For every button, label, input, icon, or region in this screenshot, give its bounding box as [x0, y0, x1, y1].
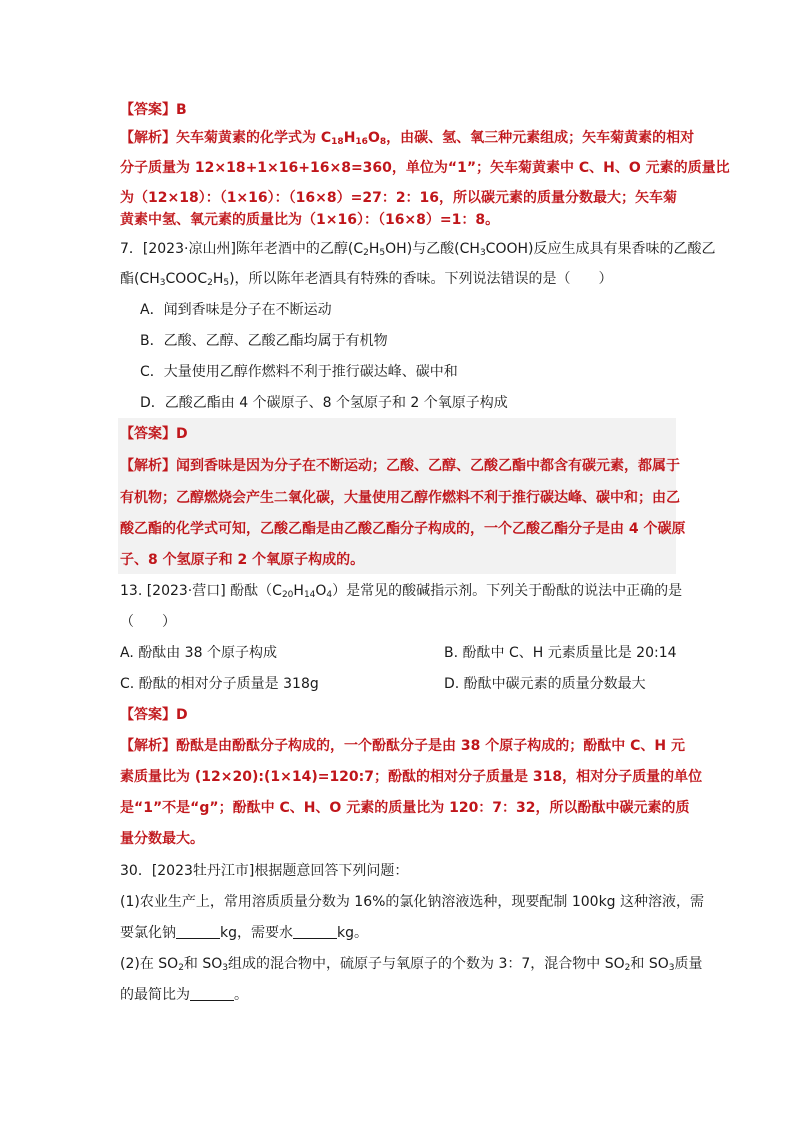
- q13-analysis-line-4: 量分数最大。: [120, 831, 204, 847]
- analysis-line-1-2: 分子质量为 12×18+1×16+16×8=360，单位为“1”；矢车菊黄素中 C、H、O 元素的质量比: [120, 160, 730, 176]
- answer-blank[interactable]: [293, 924, 337, 939]
- q7-option-b: B．乙酸、乙醇、乙酸乙酯均属于有机物: [140, 333, 388, 349]
- analysis-tag: 【解析】: [120, 130, 176, 146]
- analysis-tag: 【解析】: [120, 458, 176, 474]
- q30-part2-line-1: (2)在 $SO_2$和 $SO_3$组成的混合物中，硫原子与氧原子的个数为 3：7，混合物中 $SO_2$和 $SO_3$质量: [120, 956, 703, 973]
- answer-value: B: [176, 102, 187, 118]
- q30-part2-line-2: 的最简比为 。: [120, 987, 248, 1003]
- q13-option-b: B. 酚酞中 C、H 元素质量比是 20:14: [444, 645, 677, 661]
- q13-answer-line: [120, 704, 188, 726]
- q13-analysis-line-3: 是“1”不是“g”；酚酞中 C、H、O 元素的质量比为 120：7：32，所以酚酞中碳元素的质: [120, 800, 690, 816]
- analysis-tag: 【解析】: [120, 738, 176, 754]
- answer-tag: 【答案】: [120, 426, 176, 442]
- q13-option-a: A. 酚酞由 38 个原子构成: [120, 645, 277, 661]
- answer-blank[interactable]: [176, 924, 220, 939]
- answer-tag: 【答案】: [120, 707, 176, 723]
- q7-option-a: A．闻到香味是分子在不断运动: [140, 302, 332, 318]
- q7-answer-line: [120, 423, 188, 445]
- q7-option-c: C．大量使用乙醇作燃料不利于推行碳达峰、碳中和: [140, 364, 458, 380]
- answer-blank[interactable]: [190, 986, 234, 1001]
- q13-option-c: C. 酚酞的相对分子质量是 318g: [120, 676, 319, 692]
- q13-stem-line-1: 13. [2023·营口] 酚酞$(C_{20}H_{14}O_4)$是常见的酸碱指示剂。下列关于酚酞的说法中正确的是: [120, 583, 683, 600]
- q30-title: 30．[2023牡丹江市]根据题意回答下列问题：: [120, 863, 409, 879]
- answer-tag: 【答案】: [120, 102, 176, 118]
- analysis-line-1-1: 【解析】矢车菊黄素的化学式为 $C_{18}H_{16}O_8$，由碳、氢、氧三种元素组成；矢车菊黄素的相对: [120, 130, 695, 147]
- q13-analysis-line-1: 【解析】酚酞是由酚酞分子构成的，一个酚酞分子是由 38 个原子构成的；酚酞中 C、H 元: [120, 738, 685, 754]
- q7-analysis-line-4: 子、8 个氢原子和 2 个氧原子构成的。: [120, 552, 365, 568]
- q13-option-d: D. 酚酞中碳元素的质量分数最大: [444, 676, 646, 692]
- q13-stem-line-2: （ ）: [120, 614, 176, 630]
- answer-line-1: [120, 99, 187, 121]
- answer-value: D: [176, 707, 188, 723]
- q7-stem-line-2: 酯$(CH_3COOC_2H_5)$，所以陈年老酒具有特殊的香味。下列说法错误的是（ ）: [120, 271, 613, 288]
- analysis-line-1-3: 为（12×18）：（1×16）：（16×8）=27：2：16，所以碳元素的质量分数最大；矢车菊: [120, 190, 678, 206]
- analysis-line-1-4: 黄素中氢、氧元素的质量比为（1×16）：（16×8）=1：8。: [120, 212, 500, 228]
- q30-part1-line-2: 要氯化钠 kg，需要水 kg。: [120, 925, 368, 941]
- q7-analysis-line-1: 【解析】闻到香味是因为分子在不断运动；乙酸、乙醇、乙酸乙酯中都含有碳元素，都属于: [120, 458, 680, 474]
- q13-analysis-line-2: 素质量比为 (12×20):(1×14)=120:7；酚酞的相对分子质量是 318，相对分子质量的单位: [120, 769, 703, 785]
- q7-stem-line-1: 7．[2023·凉山州]陈年老酒中的乙醇$(C_2H_5OH)$与乙酸$(CH_3COOH)$反应生成具有果香味的乙酸乙: [120, 241, 716, 258]
- q30-part1-line-1: (1)农业生产上，常用溶质质量分数为 16%的氯化钠溶液选种，现要配制 100kg 这种溶液，需: [120, 894, 705, 910]
- q7-analysis-line-2: 有机物；乙醇燃烧会产生二氧化碳，大量使用乙醇作燃料不利于推行碳达峰、碳中和；由乙: [120, 490, 680, 506]
- answer-value: D: [176, 426, 188, 442]
- q7-option-d: D．乙酸乙酯由 4 个碳原子、8 个氢原子和 2 个氧原子构成: [140, 395, 508, 411]
- q7-analysis-line-3: 酸乙酯的化学式可知，乙酸乙酯是由乙酸乙酯分子构成的，一个乙酸乙酯分子是由 4 个碳原: [120, 521, 686, 537]
